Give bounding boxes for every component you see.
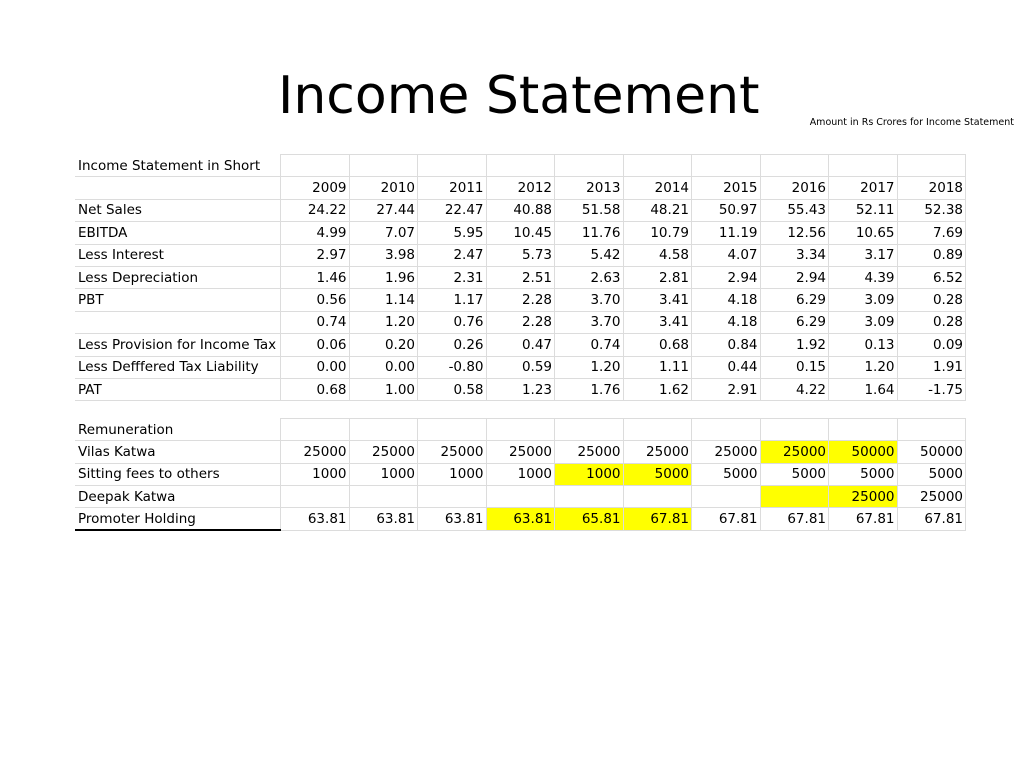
value-cell: 5000 <box>760 463 829 485</box>
value-cell: 1.92 <box>760 334 829 356</box>
value-cell: 50000 <box>829 441 898 463</box>
year-header-cell: 2018 <box>897 177 966 199</box>
empty-cell <box>623 155 692 177</box>
value-cell: 67.81 <box>692 508 761 531</box>
table-row <box>76 356 966 378</box>
value-cell: 0.44 <box>692 356 761 378</box>
empty-cell <box>897 419 966 441</box>
value-cell: 10.45 <box>486 222 555 244</box>
remuneration-table <box>75 418 966 531</box>
value-cell: 0.58 <box>418 378 487 400</box>
value-cell: 0.20 <box>349 334 418 356</box>
value-cell: 0.74 <box>555 334 624 356</box>
row-label: Promoter Holding <box>76 508 281 531</box>
value-cell: 1.00 <box>349 378 418 400</box>
year-header-cell: 2009 <box>281 177 350 199</box>
value-cell: 7.07 <box>349 222 418 244</box>
value-cell: 0.76 <box>418 311 487 333</box>
value-cell: 5000 <box>623 463 692 485</box>
value-cell: 4.18 <box>692 311 761 333</box>
value-cell: 0.47 <box>486 334 555 356</box>
value-cell: 3.41 <box>623 289 692 311</box>
table-header-title-row <box>76 155 966 177</box>
value-cell: 2.28 <box>486 289 555 311</box>
table-row <box>76 289 966 311</box>
currency-note: Amount in Rs Crores for Income Statement <box>809 117 1014 128</box>
value-cell: 22.47 <box>418 199 487 221</box>
row-label: Less Depreciation <box>76 266 281 288</box>
empty-cell <box>555 419 624 441</box>
empty-cell <box>897 155 966 177</box>
value-cell: -0.80 <box>418 356 487 378</box>
value-cell: 0.06 <box>281 334 350 356</box>
empty-cell <box>829 155 898 177</box>
value-cell: 4.07 <box>692 244 761 266</box>
value-cell: 1.62 <box>623 378 692 400</box>
value-cell: 5.95 <box>418 222 487 244</box>
value-cell: 3.09 <box>829 311 898 333</box>
value-cell: 2.28 <box>486 311 555 333</box>
value-cell: 4.58 <box>623 244 692 266</box>
row-label: PBT <box>76 289 281 311</box>
table-row <box>76 463 966 485</box>
value-cell: 5.73 <box>486 244 555 266</box>
value-cell: 11.76 <box>555 222 624 244</box>
value-cell: 25000 <box>486 441 555 463</box>
value-cell <box>692 485 761 507</box>
value-cell: 1.17 <box>418 289 487 311</box>
value-cell: 63.81 <box>281 508 350 531</box>
value-cell: 0.00 <box>281 356 350 378</box>
value-cell: 0.74 <box>281 311 350 333</box>
row-label: Net Sales <box>76 199 281 221</box>
value-cell: 3.41 <box>623 311 692 333</box>
empty-cell <box>281 419 350 441</box>
empty-cell <box>760 155 829 177</box>
value-cell <box>555 485 624 507</box>
value-cell: 25000 <box>623 441 692 463</box>
year-header-cell: 2015 <box>692 177 761 199</box>
value-cell: 3.34 <box>760 244 829 266</box>
value-cell: 5000 <box>692 463 761 485</box>
value-cell: 67.81 <box>760 508 829 531</box>
value-cell: 0.00 <box>349 356 418 378</box>
value-cell: 1.14 <box>349 289 418 311</box>
value-cell: 6.29 <box>760 311 829 333</box>
value-cell <box>623 485 692 507</box>
value-cell: 0.84 <box>692 334 761 356</box>
value-cell: 25000 <box>692 441 761 463</box>
row-label: Vilas Katwa <box>76 441 281 463</box>
value-cell: 4.99 <box>281 222 350 244</box>
value-cell: -1.75 <box>897 378 966 400</box>
value-cell: 11.19 <box>692 222 761 244</box>
table-row <box>76 266 966 288</box>
remuneration-header-label: Remuneration <box>76 419 281 441</box>
value-cell: 25000 <box>555 441 624 463</box>
value-cell: 1000 <box>418 463 487 485</box>
row-label: Deepak Katwa <box>76 485 281 507</box>
value-cell: 0.59 <box>486 356 555 378</box>
value-cell: 6.29 <box>760 289 829 311</box>
value-cell: 3.17 <box>829 244 898 266</box>
value-cell: 25000 <box>418 441 487 463</box>
value-cell: 3.98 <box>349 244 418 266</box>
empty-cell <box>418 155 487 177</box>
year-header-row <box>76 177 966 199</box>
year-header-cell: 2017 <box>829 177 898 199</box>
empty-cell <box>692 155 761 177</box>
table-row <box>76 244 966 266</box>
value-cell: 0.28 <box>897 311 966 333</box>
year-header-cell: 2013 <box>555 177 624 199</box>
row-label: Less Interest <box>76 244 281 266</box>
value-cell: 2.94 <box>760 266 829 288</box>
value-cell: 7.69 <box>897 222 966 244</box>
value-cell: 67.81 <box>897 508 966 531</box>
value-cell <box>418 485 487 507</box>
value-cell: 52.38 <box>897 199 966 221</box>
value-cell: 1.23 <box>486 378 555 400</box>
value-cell: 10.65 <box>829 222 898 244</box>
empty-cell <box>555 155 624 177</box>
value-cell: 5.42 <box>555 244 624 266</box>
table-row <box>76 441 966 463</box>
row-label: Sitting fees to others <box>76 463 281 485</box>
empty-cell <box>760 419 829 441</box>
year-header-cell: 2011 <box>418 177 487 199</box>
value-cell: 27.44 <box>349 199 418 221</box>
table-header-label: Income Statement in Short <box>76 155 281 177</box>
value-cell: 25000 <box>760 441 829 463</box>
year-header-cell: 2012 <box>486 177 555 199</box>
value-cell: 2.94 <box>692 266 761 288</box>
empty-cell <box>349 155 418 177</box>
value-cell: 4.39 <box>829 266 898 288</box>
empty-cell <box>418 419 487 441</box>
empty-cell <box>486 419 555 441</box>
value-cell: 1.76 <box>555 378 624 400</box>
value-cell: 12.56 <box>760 222 829 244</box>
value-cell: 4.18 <box>692 289 761 311</box>
value-cell: 0.13 <box>829 334 898 356</box>
value-cell: 3.70 <box>555 289 624 311</box>
value-cell: 25000 <box>281 441 350 463</box>
row-label: EBITDA <box>76 222 281 244</box>
table-row <box>76 311 966 333</box>
value-cell: 63.81 <box>418 508 487 531</box>
value-cell: 1000 <box>281 463 350 485</box>
value-cell: 25000 <box>349 441 418 463</box>
value-cell: 65.81 <box>555 508 624 531</box>
value-cell: 3.70 <box>555 311 624 333</box>
value-cell: 55.43 <box>760 199 829 221</box>
value-cell <box>349 485 418 507</box>
value-cell <box>760 485 829 507</box>
value-cell: 2.31 <box>418 266 487 288</box>
value-cell: 48.21 <box>623 199 692 221</box>
empty-cell <box>76 177 281 199</box>
value-cell: 2.51 <box>486 266 555 288</box>
value-cell: 1.11 <box>623 356 692 378</box>
value-cell: 25000 <box>897 485 966 507</box>
income-statement-table <box>75 154 966 401</box>
value-cell: 67.81 <box>829 508 898 531</box>
value-cell: 25000 <box>829 485 898 507</box>
table-row <box>76 199 966 221</box>
value-cell: 5000 <box>829 463 898 485</box>
value-cell: 2.47 <box>418 244 487 266</box>
row-label <box>76 311 281 333</box>
value-cell: 67.81 <box>623 508 692 531</box>
value-cell: 0.56 <box>281 289 350 311</box>
table-row <box>76 334 966 356</box>
empty-cell <box>349 419 418 441</box>
remuneration-header-row <box>76 419 966 441</box>
value-cell: 0.09 <box>897 334 966 356</box>
value-cell: 63.81 <box>486 508 555 531</box>
value-cell: 1.20 <box>555 356 624 378</box>
value-cell: 24.22 <box>281 199 350 221</box>
value-cell: 1.20 <box>829 356 898 378</box>
empty-cell <box>486 155 555 177</box>
value-cell: 1.64 <box>829 378 898 400</box>
value-cell: 52.11 <box>829 199 898 221</box>
value-cell <box>486 485 555 507</box>
value-cell: 51.58 <box>555 199 624 221</box>
empty-cell <box>623 419 692 441</box>
table-row <box>76 508 966 531</box>
row-label: Less Defffered Tax Liability <box>76 356 281 378</box>
year-header-cell: 2010 <box>349 177 418 199</box>
value-cell: 5000 <box>897 463 966 485</box>
value-cell: 0.68 <box>281 378 350 400</box>
slide-title: Income Statement <box>278 66 760 126</box>
value-cell: 40.88 <box>486 199 555 221</box>
value-cell: 1000 <box>486 463 555 485</box>
value-cell: 2.63 <box>555 266 624 288</box>
value-cell: 2.91 <box>692 378 761 400</box>
empty-cell <box>281 155 350 177</box>
row-label: Less Provision for Income Tax <box>76 334 281 356</box>
value-cell: 0.28 <box>897 289 966 311</box>
value-cell: 63.81 <box>349 508 418 531</box>
value-cell: 2.81 <box>623 266 692 288</box>
value-cell: 3.09 <box>829 289 898 311</box>
value-cell: 0.15 <box>760 356 829 378</box>
value-cell: 4.22 <box>760 378 829 400</box>
table-row <box>76 222 966 244</box>
table-row <box>76 485 966 507</box>
value-cell: 1000 <box>349 463 418 485</box>
value-cell: 2.97 <box>281 244 350 266</box>
value-cell: 1.96 <box>349 266 418 288</box>
empty-cell <box>692 419 761 441</box>
value-cell: 1.20 <box>349 311 418 333</box>
row-label: PAT <box>76 378 281 400</box>
table-row <box>76 378 966 400</box>
value-cell: 50000 <box>897 441 966 463</box>
empty-cell <box>829 419 898 441</box>
value-cell: 1.46 <box>281 266 350 288</box>
value-cell: 0.89 <box>897 244 966 266</box>
value-cell: 1000 <box>555 463 624 485</box>
value-cell: 10.79 <box>623 222 692 244</box>
value-cell: 0.26 <box>418 334 487 356</box>
value-cell: 6.52 <box>897 266 966 288</box>
year-header-cell: 2014 <box>623 177 692 199</box>
value-cell: 1.91 <box>897 356 966 378</box>
year-header-cell: 2016 <box>760 177 829 199</box>
value-cell <box>281 485 350 507</box>
value-cell: 0.68 <box>623 334 692 356</box>
value-cell: 50.97 <box>692 199 761 221</box>
